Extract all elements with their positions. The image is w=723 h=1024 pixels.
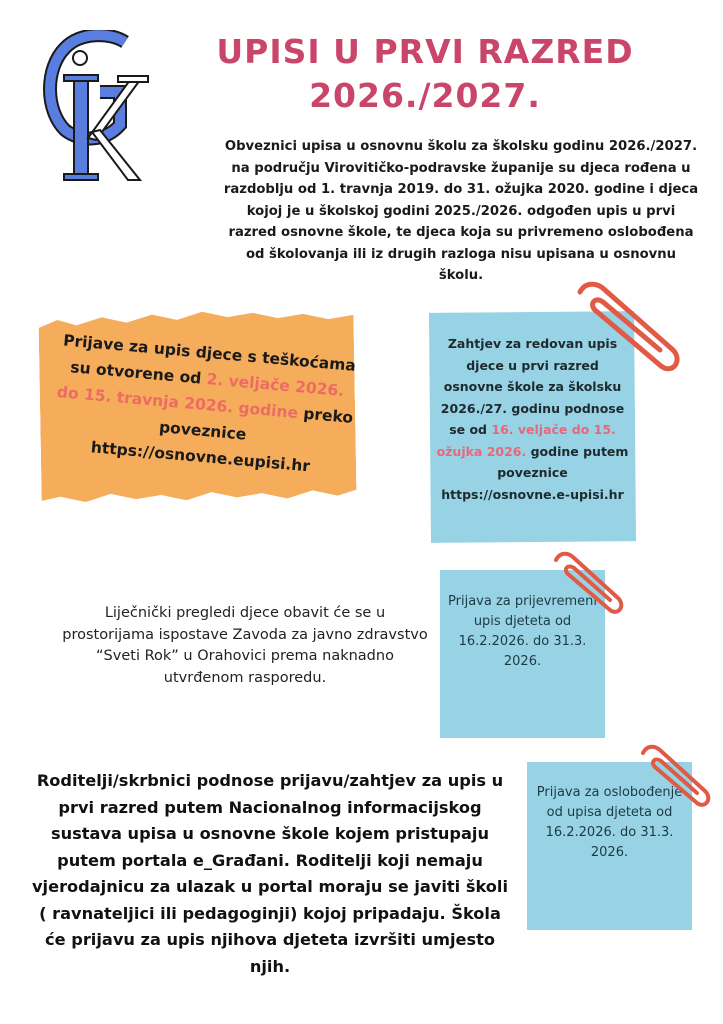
title-line-1: UPISI U PRVI RAZRED [216,32,634,71]
intro-paragraph: Obveznici upisa u osnovnu školu za školsku godinu 2026./2027. na području Virovitičko-podravske županije su djeca rođena u razdoblju od 1. travnja 2019. do 31. ožujka 2020. godine i djeca kojoj je u školskoj godini 2025./2026. odgođen upis u prvi razred osnovne škole, te djeca koja su privremeno oslobođena od školovanja ili iz drugih razloga nisu upisana u osnovnu školu. [223,139,699,283]
parents-info-paragraph: Roditelji/skrbnici podnose prijavu/zahtjev za upis u prvi razred putem Nacionalnog informacijskog sustava upisa u osnovne škole kojem pristupaju putem portala e_Građani. Roditelji koji nemaju vjerodajnicu za ulazak u portal moraju se javiti školi ( ravnateljici ili pedagoginji) kojoj pripadaju. Škola će prijavu za upis njihova djeteta izvršiti umjesto njih. [31,771,509,976]
paperclip-icon [548,550,628,620]
exemption-text: Prijava za oslobođenje od upisa djeteta od 16.2.2026. do 31.3. 2026. [536,785,683,860]
disability-enrollment-text [50,327,360,483]
paperclip-icon [635,743,715,813]
blue-note-text-1: Zahtjev za redovan upis djece u prvi razred osnovne škole za školsku 2026./27. godinu podnose se od [440,336,625,437]
page-title [215,30,635,118]
paperclip-icon [565,280,690,375]
early-enrollment-text: Prijava za prijevremeni upis djeteta od 16.2.2026. do 31.3. 2026. [448,594,597,669]
blue-note-text-2: godine putem poveznice https://osnovne.e-upisi.hr [441,443,629,502]
medical-exam-info: Liječnički pregledi djece obavit će se u prostorijama ispostave Zavoda za javno zdravstvo “Sveti Rok” u Orahovici prema naknadno utvrđenom rasporedu. [62,605,428,686]
title-line-2: 2026./2027. [309,76,541,115]
orange-note-highlight: 2. veljače 2026. do 15. travnja 2026. godine [56,370,345,423]
orange-note-text-1: Prijave za upis djece s teškoćama su otvorene od [62,331,357,389]
orange-note-text-2: preko poveznice https://osnovne.eupisi.hr [90,404,354,476]
blue-note-highlight: 16. veljače do 15. ožujka 2026. [436,422,616,459]
school-logo-icon [40,30,150,190]
